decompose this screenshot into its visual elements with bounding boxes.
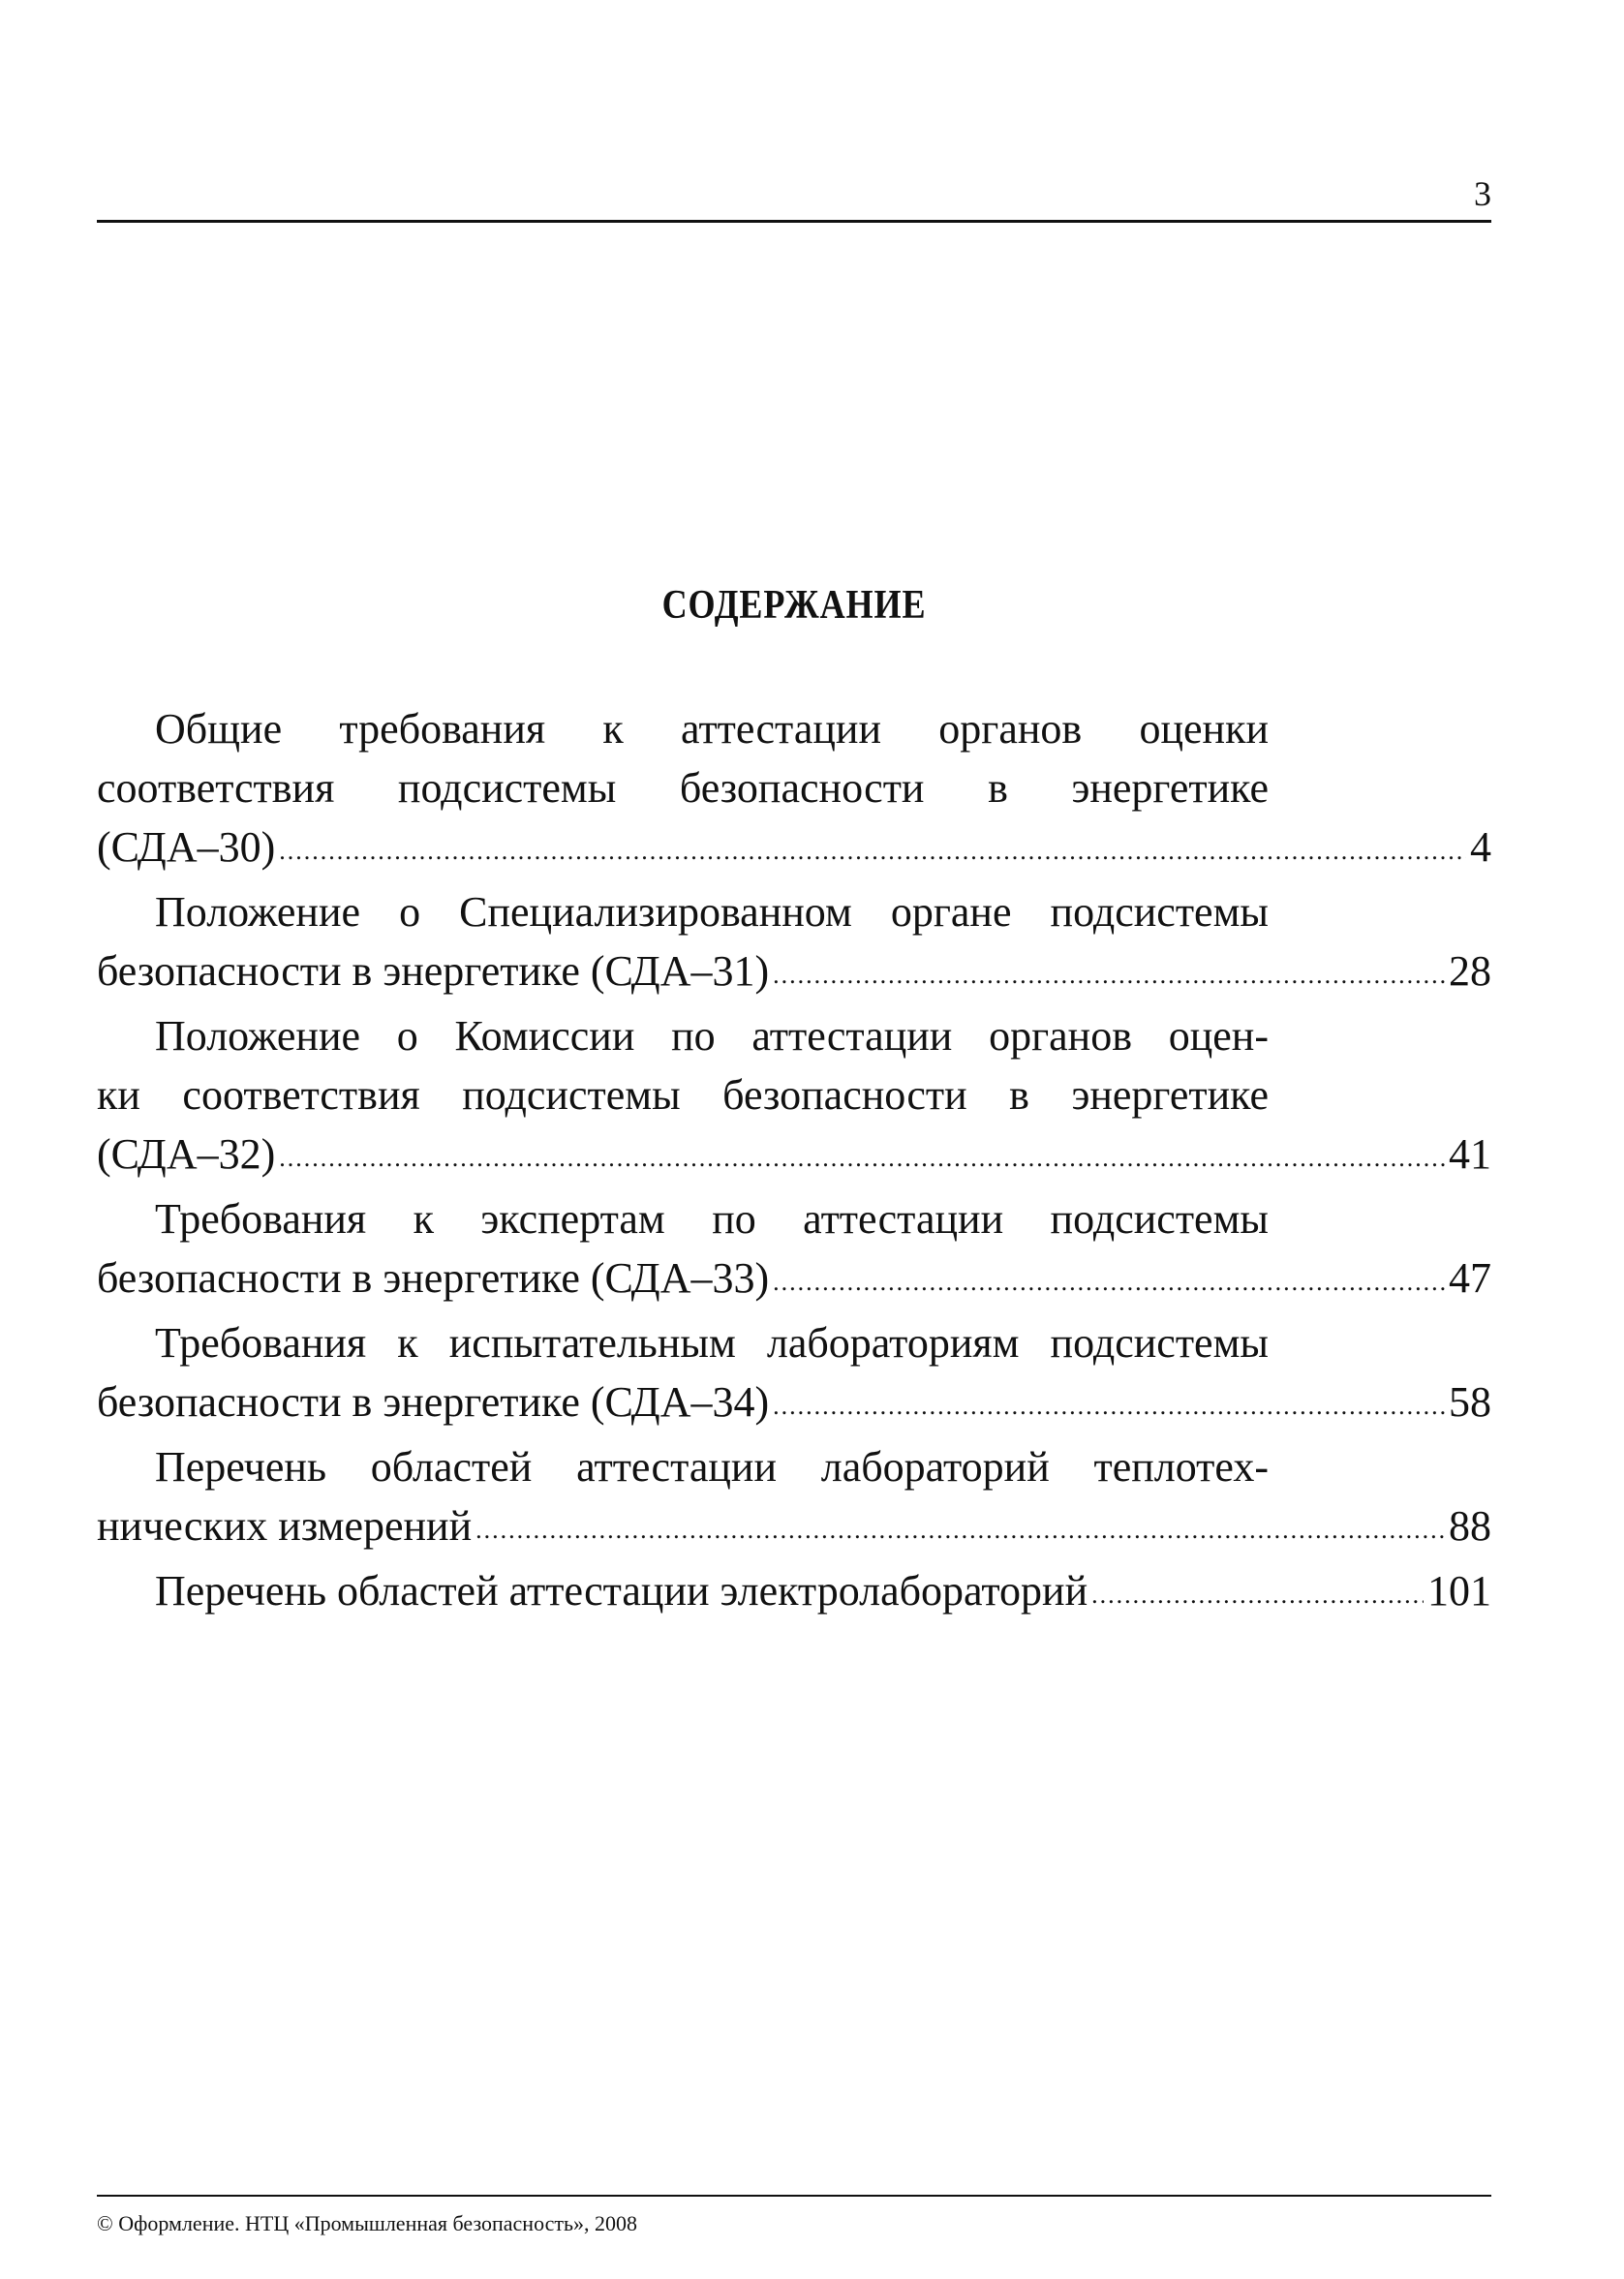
footer-rule	[97, 2195, 1491, 2197]
toc-page-number: 47	[1449, 1254, 1491, 1302]
copyright-footer: © Оформление. НТЦ «Промышленная безопасность», 2008	[97, 2211, 638, 2235]
toc-entry-line: Требования к экспертам по аттестации подсистемы	[155, 1195, 1269, 1243]
table-of-contents	[97, 699, 1491, 1626]
toc-entry[interactable]	[97, 699, 1491, 882]
toc-page-number: 101	[1427, 1567, 1491, 1615]
toc-page-number: 28	[1449, 947, 1491, 995]
toc-entry-line: (СДА–32)	[97, 1130, 276, 1178]
dot-leader	[773, 945, 1445, 1004]
toc-entry[interactable]	[97, 1006, 1491, 1189]
toc-entry-line: безопасности в энергетике (СДА–33)	[97, 1254, 770, 1302]
toc-entry-line: безопасности в энергетике (СДА–34)	[97, 1378, 770, 1426]
toc-entry-line: безопасности в энергетике (СДА–31)	[97, 947, 770, 995]
toc-page-number: 58	[1449, 1378, 1491, 1426]
toc-page-number: 88	[1449, 1502, 1491, 1550]
dot-leader	[1091, 1565, 1424, 1624]
toc-entry[interactable]	[97, 1437, 1491, 1561]
page-number: 3	[1474, 174, 1491, 213]
toc-entry[interactable]	[97, 1189, 1491, 1313]
toc-entry-line: Перечень областей аттестации электролабораторий	[155, 1567, 1088, 1615]
dot-leader	[773, 1376, 1445, 1435]
toc-entry-line: Положение о Комиссии по аттестации органов оцен-	[155, 1012, 1269, 1060]
header-rule	[97, 220, 1491, 223]
toc-entry-line: Перечень областей аттестации лабораторий теплотех-	[155, 1443, 1269, 1491]
toc-title: СОДЕРЖАНИЕ	[661, 583, 927, 628]
toc-entry-line: Общие требования к аттестации органов оценки	[155, 705, 1269, 753]
toc-page-number: 41	[1449, 1130, 1491, 1178]
dot-leader	[773, 1252, 1445, 1311]
toc-entry[interactable]	[97, 882, 1491, 1006]
toc-entry-line: нических измерений	[97, 1502, 473, 1550]
toc-entry-line: (СДА–30)	[97, 823, 276, 871]
toc-entry-line: Положение о Специализированном органе подсистемы	[155, 888, 1269, 936]
toc-entry[interactable]	[97, 1313, 1491, 1437]
dot-leader	[279, 821, 1466, 880]
toc-entry-line: ки соответствия подсистемы безопасности в энергетике	[97, 1071, 1269, 1119]
dot-leader	[279, 1128, 1445, 1187]
toc-entry-line: соответствия подсистемы безопасности в энергетике	[97, 764, 1269, 812]
toc-entry-line: Требования к испытательным лабораториям подсистемы	[155, 1319, 1269, 1367]
toc-entry[interactable]	[97, 1561, 1491, 1626]
toc-page-number: 4	[1470, 823, 1491, 871]
dot-leader	[475, 1500, 1445, 1559]
